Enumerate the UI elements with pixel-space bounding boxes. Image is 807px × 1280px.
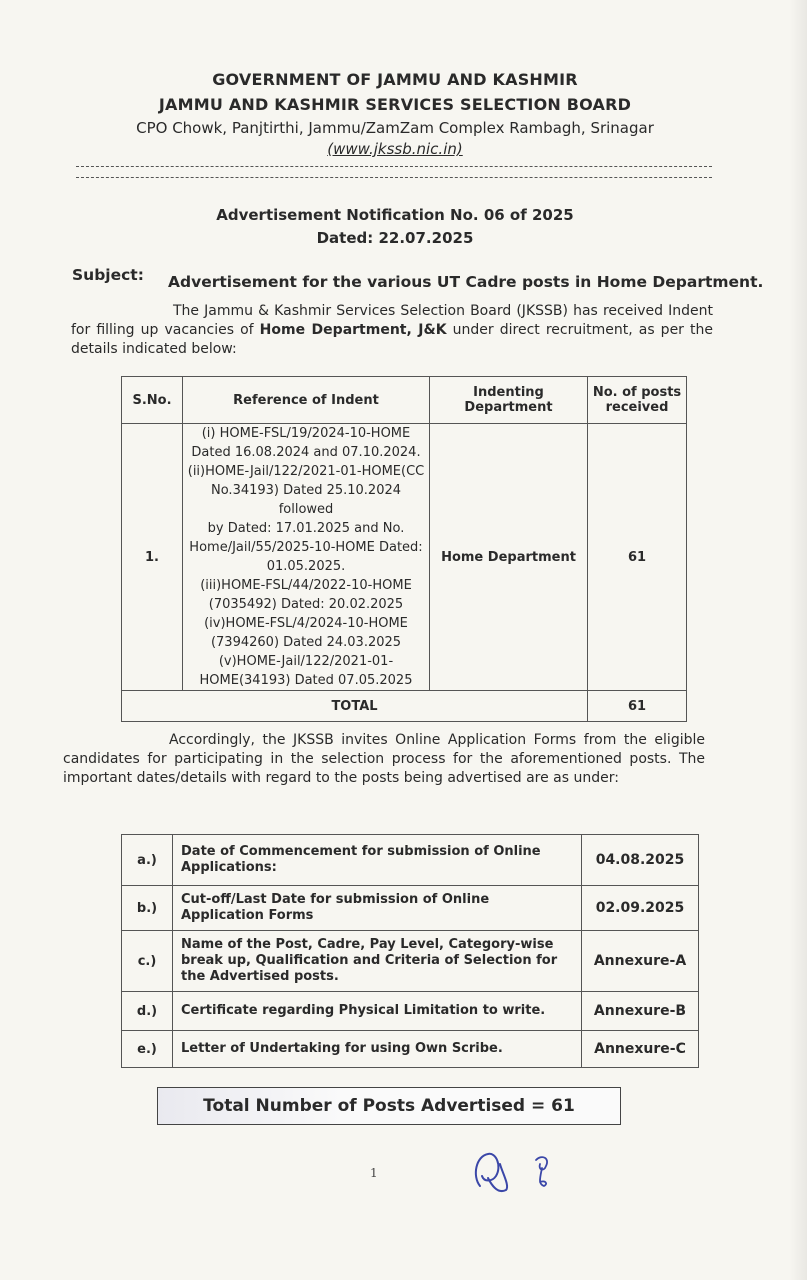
header-department: Indenting Department [430, 377, 588, 424]
table-row [122, 835, 699, 886]
table-row [122, 992, 699, 1031]
table-row [122, 1031, 699, 1068]
total-label: TOTAL [122, 691, 588, 722]
row-value: 04.08.2025 [582, 835, 699, 886]
intro-bold: Home Department, J&K [259, 322, 447, 338]
reference-line: (iv)HOME-FSL/4/2024-10-HOME [204, 616, 408, 631]
reference-line: 01.05.2025. [266, 559, 346, 574]
reference-line: (7394260) Dated 24.03.2025 [210, 635, 402, 650]
row-posts: 61 [588, 424, 687, 691]
table-row [122, 931, 699, 992]
table-header-row [122, 377, 687, 424]
divider-dashed [76, 177, 712, 178]
header-address: CPO Chowk, Panjtirthi, Jammu/ZamZam Complex Rambagh, Srinagar [136, 119, 654, 137]
row-description: Cut-off/Last Date for submission of Online Application Forms [173, 886, 582, 931]
subject-text: Advertisement for the various UT Cadre posts in Home Department. [168, 273, 764, 291]
notification-title: Advertisement Notification No. 06 of 2025 [216, 206, 574, 224]
reference-line: (ii)HOME-Jail/122/2021-01-HOME(CC [187, 464, 425, 479]
header-website: (www.jkssb.nic.in) [327, 140, 463, 158]
row-reference [183, 424, 430, 691]
row-description: Date of Commencement for submission of Online Applications: [173, 835, 582, 886]
reference-line: (i) HOME-FSL/19/2024-10-HOME [201, 426, 411, 441]
header-board: JAMMU AND KASHMIR SERVICES SELECTION BOARD [158, 95, 632, 114]
notification-date: Dated: 22.07.2025 [316, 229, 474, 247]
total-value: 61 [588, 691, 687, 722]
row-label: b.) [122, 886, 173, 931]
subject-label: Subject: [72, 266, 144, 284]
signature-icon [466, 1142, 566, 1202]
page-number: 1 [370, 1166, 378, 1180]
indent-table [121, 376, 687, 722]
reference-line: HOME(34193) Dated 07.05.2025 [199, 673, 413, 688]
row-label: c.) [122, 931, 173, 992]
table-row [122, 886, 699, 931]
header-government: GOVERNMENT OF JAMMU AND KASHMIR [212, 70, 578, 89]
intro-part1: The Jammu & Kashmir Services Selection Board (JKSSB) has received Indent for filling up vacancies of [71, 303, 713, 338]
row-label: d.) [122, 992, 173, 1031]
row-value: Annexure-A [582, 931, 699, 992]
details-paragraph [63, 731, 705, 788]
row-description: Certificate regarding Physical Limitation to write. [173, 992, 582, 1031]
row-department: Home Department [430, 424, 588, 691]
header-sno: S.No. [122, 377, 183, 424]
row-description: Name of the Post, Cadre, Pay Level, Category-wise break up, Qualification and Criteria of Selection for the Advertised posts. [173, 931, 582, 992]
header-reference: Reference of Indent [183, 377, 430, 424]
reference-line: Home/Jail/55/2025-10-HOME Dated: [189, 540, 423, 555]
intro-part2: under direct recruitment, as per the details indicated below: [71, 322, 713, 357]
reference-line: (v)HOME-Jail/122/2021-01- [218, 654, 394, 669]
row-value: 02.09.2025 [582, 886, 699, 931]
intro-paragraph [71, 302, 713, 359]
page-edge-shadow [789, 0, 807, 1280]
reference-line: No.34193) Dated 25.10.2024 followed [210, 483, 402, 517]
reference-line: by Dated: 17.01.2025 and No. [207, 521, 405, 536]
row-value: Annexure-C [582, 1031, 699, 1068]
divider-dashed [76, 166, 712, 167]
header-posts: No. of posts received [588, 377, 687, 424]
row-description: Letter of Undertaking for using Own Scribe. [173, 1031, 582, 1068]
table-row [122, 424, 687, 691]
reference-line: Dated 16.08.2024 and 07.10.2024. [191, 445, 421, 460]
details-table [121, 834, 699, 1068]
row-value: Annexure-B [582, 992, 699, 1031]
reference-line: (7035492) Dated: 20.02.2025 [208, 597, 404, 612]
row-sno: 1. [122, 424, 183, 691]
table-total-row [122, 691, 687, 722]
row-label: e.) [122, 1031, 173, 1068]
total-posts-box: Total Number of Posts Advertised = 61 [157, 1087, 621, 1125]
details-paragraph-text: Accordingly, the JKSSB invites Online Application Forms from the eligible candidates for participating in the selection process for the aforementioned posts. The important dates/details with regard to the posts being advertised are as under: [63, 732, 705, 786]
row-label: a.) [122, 835, 173, 886]
reference-line: (iii)HOME-FSL/44/2022-10-HOME [200, 578, 412, 593]
